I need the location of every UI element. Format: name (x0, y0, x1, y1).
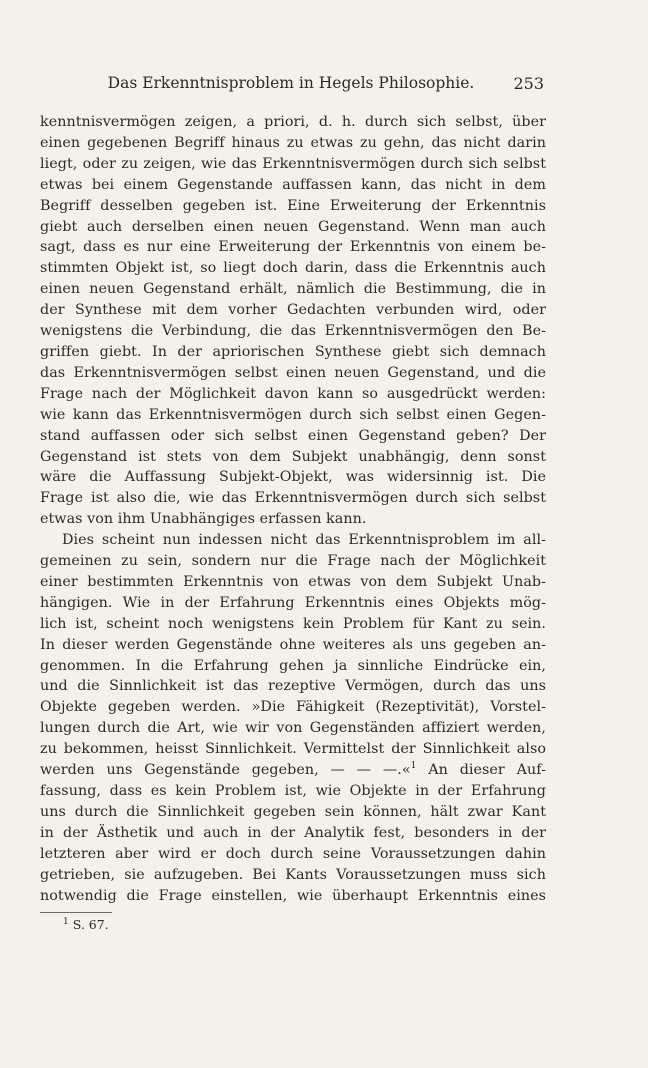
text-line: griffen giebt. In der apriorischen Synthese giebt sich demnach (40, 343, 546, 360)
text-line: zu bekommen, heisst Sinnlichkeit. Vermittelst der Sinnlichkeit also (40, 741, 546, 758)
text-line: das Erkenntnisvermögen selbst einen neuen Gegenstand, und die (40, 364, 546, 381)
text-line: Gegenstand ist stets von dem Subjekt unabhängig, denn sonst (40, 448, 546, 465)
text-line: der Synthese mit dem vorher Gedachten verbunden wird, oder (40, 302, 546, 319)
running-title: Das Erkenntnisproblem in Hegels Philosophie. (107, 74, 475, 92)
text-line-footnote-ref: werden uns Gegenstände gegeben, — — —.«$^1$ An dieser Auf- (40, 761, 546, 779)
text-line: stand auffassen oder sich selbst einen Gegenstand geben? Der (40, 427, 546, 444)
text-line: wenigstens die Verbindung, die das Erkenntnisvermögen den Be- (40, 323, 546, 340)
text-line: wie kann das Erkenntnisvermögen durch sich selbst einen Gegen- (40, 406, 546, 423)
text-line: wäre die Auffassung Subjekt-Objekt, was widersinnig ist. Die (40, 469, 546, 486)
text-line: stimmten Objekt ist, so liegt doch darin, dass die Erkenntnis auch (40, 260, 546, 277)
paragraph-2-continuation (40, 781, 546, 906)
text-line: uns durch die Sinnlichkeit gegeben sein können, hält zwar Kant (40, 803, 546, 820)
text-line: lungen durch die Art, wie wir von Gegenständen affiziert werden, (40, 720, 546, 737)
text-line: und die Sinnlichkeit ist das rezeptive Vermögen, durch das uns (40, 678, 546, 695)
text-line: notwendig die Frage einstellen, wie überhaupt Erkenntnis eines (40, 887, 546, 904)
paragraph-2 (40, 530, 546, 760)
text-line: einer bestimmten Erkenntnis von etwas von dem Subjekt Unab- (40, 573, 546, 590)
text-line: gemeinen zu sein, sondern nur die Frage nach der Möglichkeit (40, 553, 546, 570)
footnote-marker: 1 (63, 916, 69, 927)
text-line: getrieben, sie aufzugeben. Bei Kants Voraussetzungen muss sich (40, 866, 546, 883)
text-line: kenntnisvermögen zeigen, a priori, d. h. durch sich selbst, über (40, 114, 546, 130)
text-line: einen gegebenen Begriff hinaus zu etwas zu gehn, das nicht darin (40, 134, 546, 151)
text-line: Objekte gegeben werden. »Die Fähigkeit (Rezeptivität), Vorstel- (40, 699, 546, 716)
text-line: Frage nach der Möglichkeit davon kann so ausgedrückt werden: (40, 385, 546, 402)
text-line: liegt, oder zu zeigen, wie das Erkenntnisvermögen durch sich selbst (40, 155, 546, 172)
text-line: genommen. In die Erfahrung gehen ja sinnliche Eindrücke ein, (40, 657, 546, 674)
text-line: fassung, dass es kein Problem ist, wie Objekte in der Erfahrung (40, 783, 546, 799)
text-line: sagt, dass es nur eine Erweiterung der Erkenntnis von einem be- (40, 239, 546, 256)
text-line: giebt auch derselben einen neuen Gegenstand. Wenn man auch (40, 218, 546, 235)
footnote-text: S. 67. (68, 917, 109, 932)
body-text (40, 112, 546, 906)
paragraph-1 (40, 112, 546, 530)
text-line: etwas bei einem Gegenstande auffassen kann, das nicht in dem (40, 176, 546, 193)
footnote-reference: 1 (410, 761, 417, 772)
text-line: Dies scheint nun indessen nicht das Erkenntnisproblem im all- (62, 532, 546, 549)
footnote-divider (40, 912, 112, 913)
text-line: Begriff desselben gegeben ist. Eine Erweiterung der Erkenntnis (40, 197, 546, 214)
page-number: 253 (513, 74, 544, 93)
text-line: etwas von ihm Unabhängiges erfassen kann. (40, 511, 367, 528)
text-line: hängigen. Wie in der Erfahrung Erkenntnis eines Objekts mög- (40, 594, 546, 611)
text-line: einen neuen Gegenstand erhält, nämlich die Bestimmung, die in (40, 281, 546, 298)
text-line: lich ist, scheint noch wenigstens kein Problem für Kant zu sein. (40, 615, 546, 632)
text-line: Frage ist also die, wie das Erkenntnisvermögen durch sich selbst (40, 490, 546, 507)
text-line: In dieser werden Gegenstände ohne weiteres als uns gegeben an- (40, 636, 546, 653)
text-line: in der Ästhetik und auch in der Analytik fest, besonders in der (40, 824, 546, 841)
page-header (40, 74, 542, 98)
footnote (63, 917, 109, 932)
text-line: letzteren aber wird er doch durch seine Voraussetzungen dahin (40, 845, 546, 862)
